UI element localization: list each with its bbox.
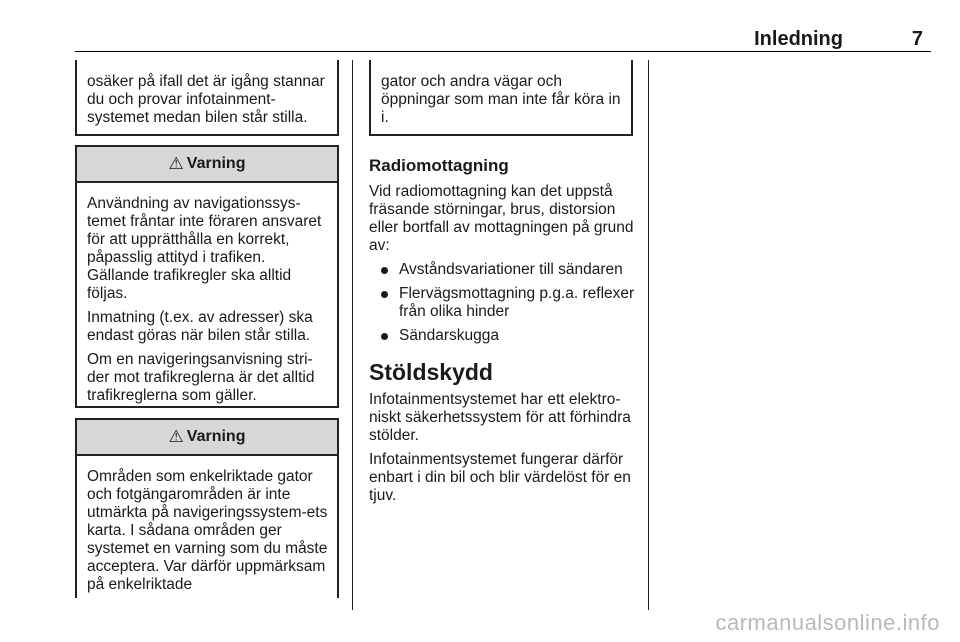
warning-paragraph: Användning av navigationssys-temet fråntar inte föraren ansvaret för att upprätthålla en korrekt, påpasslig attityd i trafiken. Gällande trafikregler ska alltid följas. — [87, 195, 322, 302]
bullet-icon — [381, 333, 388, 340]
warning-box-continued-text: osäker på ifall det är igång stannar du och provar infotainment-systemet medan bilen står stilla. — [87, 73, 325, 126]
warning-box-navigation — [75, 145, 339, 408]
column-2-content — [369, 136, 635, 511]
radio-intro: Vid radiomottagning kan det uppstå fräsande störningar, brus, distorsion eller bortfall av mottagningen på grund av: — [369, 183, 634, 254]
column-divider-right — [648, 60, 649, 610]
warning-box-continued — [75, 60, 339, 136]
warning-body — [77, 456, 337, 602]
column-divider-left — [352, 60, 353, 610]
warning-body — [77, 183, 337, 419]
list-item: Sändarskugga — [369, 327, 635, 345]
warning-paragraph: Områden som enkelriktade gator och fotgängarområden är inte utmärkta på navigeringssystem-ets karta. I sådana områden ger systemet en varning som du måste acceptera. Var därför uppmärksam på enkelriktade — [87, 468, 328, 593]
warning-box-continuation — [369, 60, 633, 136]
page-number: 7 — [911, 28, 923, 50]
theft-paragraph: Infotainmentsystemet har ett elektro-niskt säkerhetssystem för att förhindra stölder. — [369, 391, 631, 444]
warning-heading — [77, 147, 337, 183]
list-item: Flervägsmottagning p.g.a. reflexer från olika hinder — [369, 285, 635, 321]
warning-box-one-way — [75, 418, 339, 598]
radio-heading: Radiomottagning — [369, 156, 509, 175]
warning-paragraph: Inmatning (t.ex. av adresser) ska endast göras när bilen står stilla. — [87, 309, 313, 344]
section-title-header: Inledning — [754, 28, 843, 50]
warning-triangle-icon: ⚠ — [168, 154, 184, 173]
warning-heading-text: Varning — [186, 428, 246, 445]
warning-paragraph: Om en navigeringsanvisning stri-der mot trafikreglerna är det alltid trafikreglerna som gäller. — [87, 351, 315, 404]
watermark: carmanualsonline.info — [715, 610, 940, 635]
bullet-icon — [381, 267, 388, 274]
warning-triangle-icon: ⚠ — [168, 427, 184, 446]
theft-paragraph: Infotainmentsystemet fungerar därför enbart i din bil och blir värdelöst för en tjuv. — [369, 451, 631, 504]
page-header — [75, 28, 931, 52]
warning-box-continuation-text: gator och andra vägar och öppningar som man inte får köra in i. — [381, 73, 621, 126]
bullet-icon — [381, 291, 388, 298]
warning-heading-text: Varning — [186, 155, 246, 172]
warning-heading — [77, 420, 337, 456]
radio-bullet-list — [369, 261, 635, 345]
theft-heading: Stöldskydd — [369, 359, 493, 385]
list-item: Avståndsvariationer till sändaren — [369, 261, 635, 279]
